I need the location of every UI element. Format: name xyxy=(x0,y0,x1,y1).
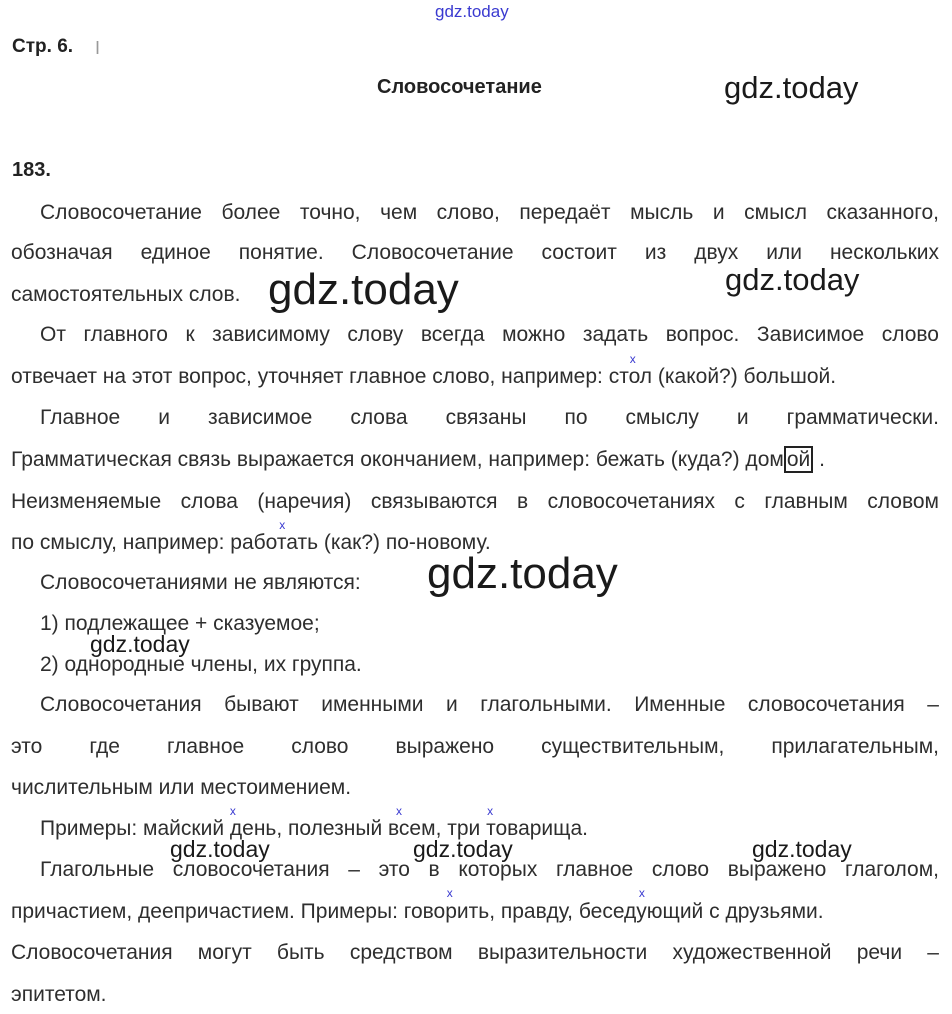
watermark: gdz.today xyxy=(724,70,859,105)
main-word-mark: x xyxy=(629,352,636,366)
watermark: gdz.today xyxy=(427,549,618,598)
main-word-mark: x xyxy=(446,886,453,900)
main-word: говорить x xyxy=(403,886,490,923)
paragraph-line: Неизменяемые слова (наречия) связываются в словосочетаниях с главным словом xyxy=(11,490,939,513)
watermark: gdz.today xyxy=(268,265,459,314)
main-word-mark: x xyxy=(487,804,494,818)
list-item: 1) подлежащее + сказуемое; xyxy=(40,612,320,635)
page-reference: Стр. 6. xyxy=(12,36,74,57)
main-word-mark: x xyxy=(396,804,403,818)
watermark: gdz.today xyxy=(90,631,190,657)
text-segment: с друзьями. xyxy=(703,900,824,923)
watermark-top: gdz.today xyxy=(435,2,509,21)
text-segment: отвечает на этот вопрос, уточняет главное слово, например: xyxy=(11,365,609,388)
paragraph-line: обозначая единое понятие. Словосочетание состоит из двух или нескольких xyxy=(11,241,939,264)
paragraph-line: числительным или местоимением. xyxy=(11,776,352,799)
text-segment: . xyxy=(813,448,825,471)
text-segment: (какой?) большой. xyxy=(652,365,837,388)
main-word: день x xyxy=(229,804,277,840)
text-segment: , полезный xyxy=(276,817,389,840)
paragraph-line: Словосочетания могут быть средством выразительности художественной речи – xyxy=(11,941,939,964)
paragraph-line xyxy=(11,886,939,926)
text-segment: причастием, деепричастием. Примеры: xyxy=(11,900,404,923)
list-item: 2) однородные члены, их группа. xyxy=(40,653,362,676)
watermark: gdz.today xyxy=(170,836,270,862)
paragraph-line: Словосочетания бывают именными и глагольными. Именные словосочетания – xyxy=(40,693,939,716)
text-segment: (как?) по-новому. xyxy=(318,531,491,554)
paragraph-line: Словосочетание более точно, чем слово, передаёт мысль и смысл сказанного, xyxy=(40,201,939,224)
text-segment: , три xyxy=(435,817,487,840)
watermark: gdz.today xyxy=(725,262,860,297)
main-word: всем x xyxy=(388,804,436,840)
watermark: gdz.today xyxy=(413,836,513,862)
main-word-mark: x xyxy=(279,518,286,532)
paragraph-line: эпитетом. xyxy=(11,983,107,1006)
exercise-number: 183. xyxy=(12,159,51,181)
main-word: стол x xyxy=(608,352,653,388)
main-word-mark: x xyxy=(229,804,236,818)
paragraph-line xyxy=(11,446,939,474)
text-segment: Грамматическая связь выражается окончанием, например: бежать (куда?) дом xyxy=(11,448,784,471)
paragraph-line: Словосочетаниями не являются: xyxy=(40,571,361,594)
text-segment: по смыслу, например: xyxy=(11,531,231,554)
paragraph-line: это где главное слово выражено существительным, прилагательным, xyxy=(11,735,939,758)
text-segment: Примеры: майский xyxy=(40,817,230,840)
ending-highlight: ой xyxy=(784,446,813,473)
main-word: товарища x xyxy=(486,804,583,840)
paragraph-line xyxy=(11,352,939,391)
main-word-mark: x xyxy=(638,886,645,900)
paragraph-line: Главное и зависимое слова связаны по смыслу и грамматически. xyxy=(40,406,939,429)
main-word: беседующий x xyxy=(578,886,704,923)
text-segment: , правду, xyxy=(489,900,579,923)
paragraph-line: самостоятельных слов. xyxy=(11,283,241,306)
paragraph-line: От главного к зависимому слову всегда можно задать вопрос. Зависимое слово xyxy=(40,323,939,346)
page-title: Словосочетание xyxy=(377,76,542,98)
main-word: работать x xyxy=(230,518,319,554)
watermark: gdz.today xyxy=(752,836,852,862)
text-segment: . xyxy=(582,817,588,840)
page-reference-mark: I xyxy=(95,38,101,58)
paragraph-line: Глагольные словосочетания – это в которых главное слово выражено глаголом, xyxy=(40,858,939,881)
